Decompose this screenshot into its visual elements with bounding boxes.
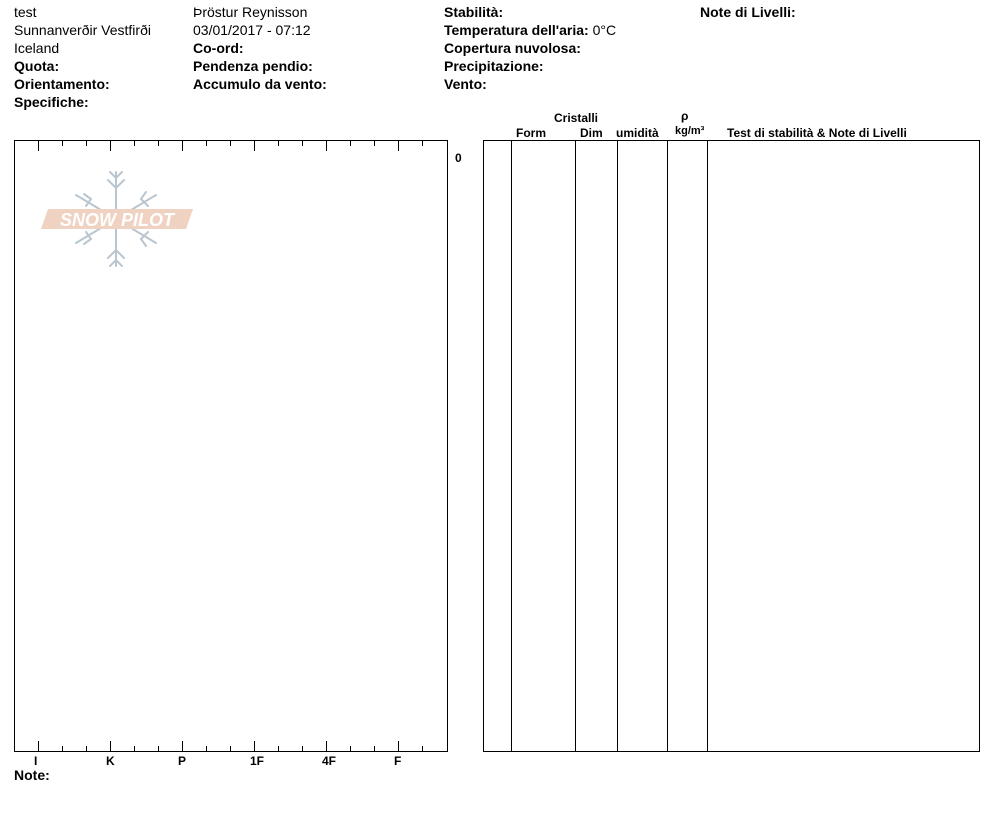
location-name: test bbox=[14, 4, 37, 20]
location-region: Sunnanverðir Vestfirði bbox=[14, 22, 151, 38]
axis-tick bbox=[326, 741, 327, 751]
axis-tick bbox=[350, 141, 351, 146]
depth-zero-label: 0 bbox=[455, 151, 462, 165]
axis-tick bbox=[158, 746, 159, 751]
crystals-header: Cristalli bbox=[554, 111, 599, 125]
stability-label: Stabilità: bbox=[444, 4, 504, 20]
dim-header: Dim bbox=[580, 126, 603, 140]
rho-header: ρ bbox=[681, 109, 689, 123]
axis-tick bbox=[206, 141, 207, 146]
snowpilot-logo bbox=[36, 168, 196, 270]
axis-tick bbox=[350, 746, 351, 751]
axis-tick bbox=[62, 141, 63, 146]
axis-tick bbox=[374, 746, 375, 751]
form-header: Form bbox=[516, 126, 546, 140]
axis-tick bbox=[110, 741, 111, 751]
axis-tick bbox=[86, 746, 87, 751]
axis-tick bbox=[110, 141, 111, 151]
coord-label: Co-ord: bbox=[193, 40, 244, 56]
axis-tick bbox=[38, 141, 39, 151]
axis-tick bbox=[182, 741, 183, 751]
axis-tick bbox=[254, 141, 255, 151]
axis-tick bbox=[326, 141, 327, 151]
axis-tick bbox=[422, 141, 423, 146]
observer-name: Þröstur Reynisson bbox=[193, 4, 308, 20]
axis-tick bbox=[134, 746, 135, 751]
observation-datetime: 03/01/2017 - 07:12 bbox=[193, 22, 311, 38]
axis-tick bbox=[230, 746, 231, 751]
cloud-cover-label: Copertura nuvolosa: bbox=[444, 40, 581, 56]
air-temp-row bbox=[444, 21, 616, 39]
column-divider bbox=[667, 140, 668, 752]
hardness-label-p: P bbox=[178, 754, 187, 768]
logo-text: SNOW PILOT bbox=[60, 210, 174, 230]
axis-tick bbox=[302, 141, 303, 146]
tests-notes-header: Test di stabilità & Note di Livelli bbox=[727, 126, 907, 140]
axis-tick bbox=[230, 141, 231, 146]
column-divider bbox=[617, 140, 618, 752]
column-divider bbox=[707, 140, 708, 752]
precipitation-label: Precipitazione: bbox=[444, 58, 544, 74]
axis-tick bbox=[62, 746, 63, 751]
hardness-label-1f: 1F bbox=[250, 754, 265, 768]
axis-tick bbox=[86, 141, 87, 146]
slope-label: Pendenza pendio: bbox=[193, 58, 313, 74]
column-divider bbox=[511, 140, 512, 752]
axis-tick bbox=[278, 141, 279, 146]
axis-tick bbox=[302, 746, 303, 751]
layer-table bbox=[483, 140, 980, 752]
axis-tick bbox=[254, 741, 255, 751]
air-temp-value: 0°C bbox=[592, 22, 617, 38]
axis-tick bbox=[374, 141, 375, 146]
wind-label: Vento: bbox=[444, 76, 487, 92]
location-country: Iceland bbox=[14, 40, 60, 56]
air-temp-label: Temperatura dell'aria: bbox=[444, 22, 589, 38]
aspect-label: Orientamento: bbox=[14, 76, 110, 92]
hardness-label-i: I bbox=[34, 754, 38, 768]
axis-tick bbox=[278, 746, 279, 751]
axis-tick bbox=[182, 141, 183, 151]
density-unit-header: kg/m³ bbox=[675, 125, 705, 137]
axis-tick bbox=[158, 141, 159, 146]
axis-tick bbox=[398, 141, 399, 151]
hardness-label-k: K bbox=[106, 754, 115, 768]
hardness-label-f: F bbox=[394, 754, 402, 768]
notes-label: Note: bbox=[14, 767, 50, 783]
axis-tick bbox=[398, 741, 399, 751]
layer-notes-label: Note di Livelli: bbox=[700, 4, 796, 20]
axis-tick bbox=[422, 746, 423, 751]
wind-loading-label: Accumulo da vento: bbox=[193, 76, 327, 92]
hardness-label-4f: 4F bbox=[322, 754, 337, 768]
moisture-header: umidità bbox=[616, 126, 659, 140]
column-divider bbox=[575, 140, 576, 752]
axis-tick bbox=[134, 141, 135, 146]
specifics-label: Specifiche: bbox=[14, 94, 89, 110]
axis-tick bbox=[38, 741, 39, 751]
quota-label: Quota: bbox=[14, 58, 60, 74]
axis-tick bbox=[206, 746, 207, 751]
